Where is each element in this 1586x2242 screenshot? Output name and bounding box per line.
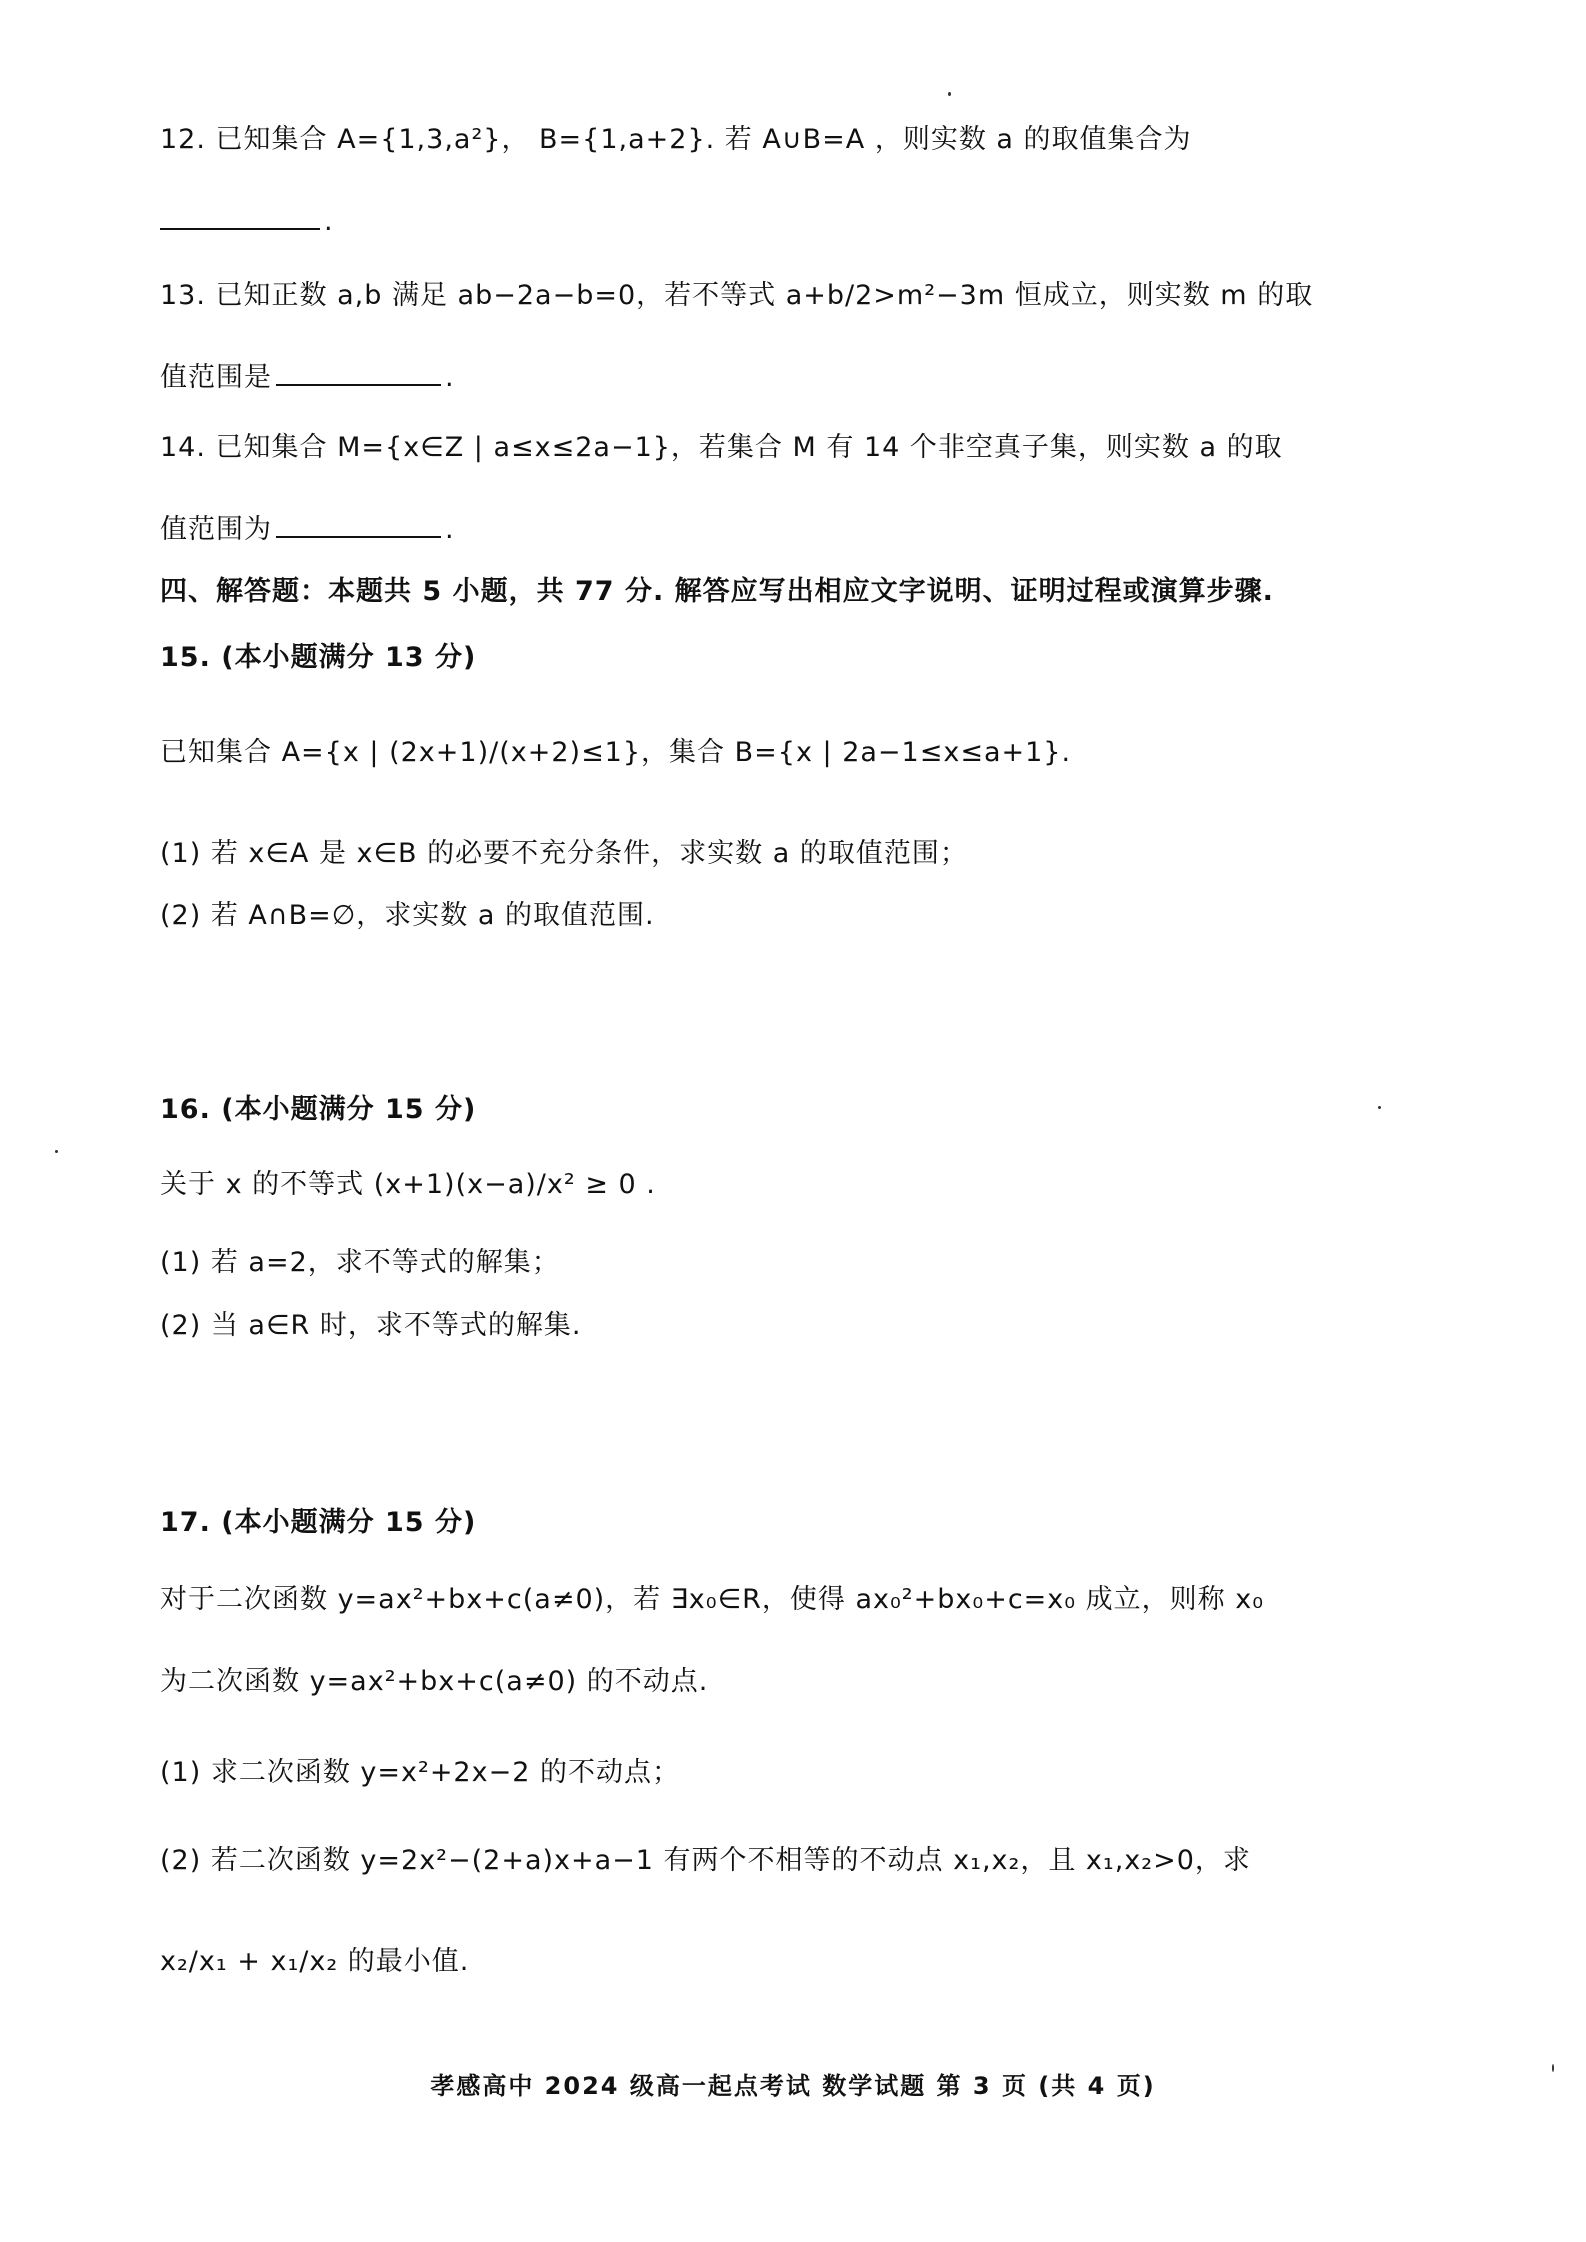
q13-line2 xyxy=(160,358,455,396)
page-footer: 孝感高中 2024 级高一起点考试 数学试题 第 3 页 (共 4 页) xyxy=(430,2072,1156,2100)
scan-speck xyxy=(1378,1106,1381,1109)
q17-stem-line1: 对于二次函数 y=ax²+bx+c(a≠0)，若 ∃x₀∈R，使得 ax₀²+bx₀+c=x₀ 成立，则称 x₀ xyxy=(160,1584,1265,1615)
q17-part2: (2) 若二次函数 y=2x²−(2+a)x+a−1 有两个不相等的不动点 x₁,x₂，且 x₁,x₂>0，求 xyxy=(160,1845,1251,1876)
q14-line2-start: 值范围为 xyxy=(160,514,272,545)
q15-header: 15. (本小题满分 13 分) xyxy=(160,642,477,673)
scan-speck xyxy=(55,1150,58,1153)
section-4-heading: 四、解答题：本题共 5 小题，共 77 分. 解答应写出相应文字说明、证明过程或演算步骤. xyxy=(160,576,1274,607)
scan-speck xyxy=(948,92,951,96)
q16-part1: (1) 若 a=2，求不等式的解集； xyxy=(160,1247,560,1278)
q16-header: 16. (本小题满分 15 分) xyxy=(160,1094,477,1125)
q16-part2: (2) 当 a∈R 时，求不等式的解集. xyxy=(160,1310,582,1341)
scan-speck xyxy=(1552,2064,1554,2072)
q15-stem: 已知集合 A={x | (2x+1)/(x+2)≤1}，集合 B={x | 2a−1≤x≤a+1}. xyxy=(160,737,1072,768)
q15-part1: (1) 若 x∈A 是 x∈B 的必要不充分条件，求实数 a 的取值范围； xyxy=(160,838,968,869)
q14-line1: 14. 已知集合 M={x∈Z | a≤x≤2a−1}，若集合 M 有 14 个非空真子集，则实数 a 的取 xyxy=(160,432,1283,463)
q12-answer-line xyxy=(160,202,334,240)
q15-part2: (2) 若 A∩B=∅，求实数 a 的取值范围. xyxy=(160,900,655,931)
q17-part2-end: x₂/x₁ + x₁/x₂ 的最小值. xyxy=(160,1946,470,1977)
q13-answer-blank xyxy=(276,358,441,386)
q14-answer-blank xyxy=(276,510,441,538)
q17-stem-line2: 为二次函数 y=ax²+bx+c(a≠0) 的不动点. xyxy=(160,1666,709,1697)
q13-line2-end: . xyxy=(445,362,455,393)
q12-answer-blank xyxy=(160,202,320,230)
q16-stem: 关于 x 的不等式 (x+1)(x−a)/x² ≥ 0 . xyxy=(160,1169,656,1200)
q13-line1: 13. 已知正数 a,b 满足 ab−2a−b=0，若不等式 a+b/2>m²−3m 恒成立，则实数 m 的取 xyxy=(160,280,1314,311)
q14-line2-end: . xyxy=(445,514,455,545)
q12-line2-end: . xyxy=(324,206,334,237)
q14-line2 xyxy=(160,510,455,548)
q17-header: 17. (本小题满分 15 分) xyxy=(160,1507,477,1538)
q13-line2-start: 值范围是 xyxy=(160,362,272,393)
q12-line1: 12. 已知集合 A={1,3,a²}， B={1,a+2}. 若 A∪B=A ，则实数 a 的取值集合为 xyxy=(160,124,1192,155)
q17-part1: (1) 求二次函数 y=x²+2x−2 的不动点； xyxy=(160,1757,680,1788)
